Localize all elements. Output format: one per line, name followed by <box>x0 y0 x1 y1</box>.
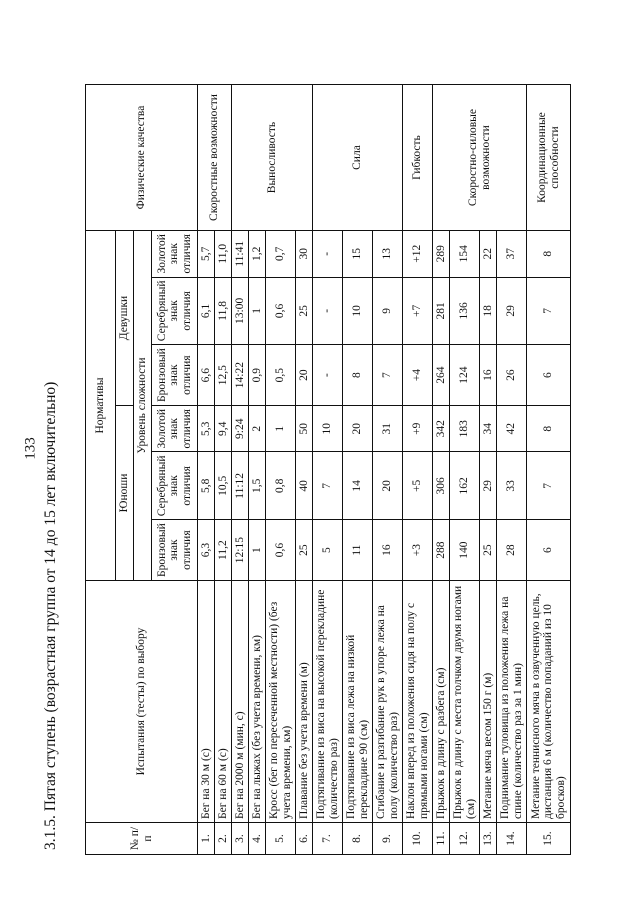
quality-cell: Координационные способности <box>527 85 571 231</box>
value-cell: +4 <box>403 345 433 406</box>
value-cell: +12 <box>403 231 433 277</box>
value-cell: 10 <box>343 277 373 345</box>
value-cell: 31 <box>373 406 403 452</box>
table-row <box>313 85 343 855</box>
value-cell: 34 <box>480 406 497 452</box>
value-cell: 11,0 <box>215 231 232 277</box>
row-test: Поднимание туловища из положения лежа на спине (количество раз за 1 мин) <box>497 581 527 823</box>
header-badge: Золотой знак отличия <box>152 231 198 277</box>
value-cell: 6,1 <box>198 277 215 345</box>
header-girls: Девушки <box>116 231 134 406</box>
table-row <box>403 85 433 855</box>
value-cell: 5,8 <box>198 452 215 520</box>
value-cell: 40 <box>296 452 313 520</box>
table-row <box>527 85 571 855</box>
value-cell: 15 <box>343 231 373 277</box>
row-test: Бег на 2000 м (мин, с) <box>232 581 249 823</box>
row-num: 10. <box>403 823 433 855</box>
value-cell: 30 <box>296 231 313 277</box>
header-normatives: Нормативы <box>86 231 116 581</box>
table-row <box>198 85 215 855</box>
value-cell: 6 <box>527 520 571 581</box>
row-num: 1. <box>198 823 215 855</box>
row-num: 7. <box>313 823 343 855</box>
value-cell: 33 <box>497 452 527 520</box>
value-cell: 7 <box>373 345 403 406</box>
value-cell: 25 <box>296 277 313 345</box>
row-num: 13. <box>480 823 497 855</box>
header-quality: Физические качества <box>86 85 198 231</box>
value-cell: 154 <box>450 231 480 277</box>
row-num: 11. <box>433 823 450 855</box>
row-test: Плавание без учета времени (м) <box>296 581 313 823</box>
table-row <box>433 85 450 855</box>
quality-cell: Скоростно-силовые возможности <box>433 85 527 231</box>
value-cell: 37 <box>497 231 527 277</box>
value-cell: 140 <box>450 520 480 581</box>
value-cell: 16 <box>373 520 403 581</box>
value-cell: 162 <box>450 452 480 520</box>
row-num: 14. <box>497 823 527 855</box>
header-level: Уровень сложности <box>134 231 152 581</box>
value-cell: 5,3 <box>198 406 215 452</box>
row-test: Метание мяча весом 150 г (м) <box>480 581 497 823</box>
value-cell: 26 <box>497 345 527 406</box>
row-num: 5. <box>266 823 296 855</box>
value-cell: 20 <box>373 452 403 520</box>
value-cell: 11 <box>343 520 373 581</box>
value-cell: 14:22 <box>232 345 249 406</box>
value-cell: 8 <box>527 406 571 452</box>
header-badge: Бронзовый знак отличия <box>152 345 198 406</box>
value-cell: 6,6 <box>198 345 215 406</box>
value-cell: 0,6 <box>266 520 296 581</box>
value-cell: 7 <box>527 277 571 345</box>
value-cell: 5,7 <box>198 231 215 277</box>
value-cell: 124 <box>450 345 480 406</box>
value-cell: 1 <box>249 520 266 581</box>
row-num: 3. <box>232 823 249 855</box>
value-cell: 9,4 <box>215 406 232 452</box>
value-cell: 28 <box>497 520 527 581</box>
value-cell: 264 <box>433 345 450 406</box>
quality-cell: Выносливость <box>232 85 313 231</box>
value-cell: 12,5 <box>215 345 232 406</box>
value-cell: 6,3 <box>198 520 215 581</box>
row-test: Бег на 30 м (с) <box>198 581 215 823</box>
row-test: Бег на лыжах (без учета времени, км) <box>249 581 266 823</box>
value-cell: 20 <box>343 406 373 452</box>
row-test: Прыжок в длину с места толчком двумя ногами (см) <box>450 581 480 823</box>
value-cell: 0,5 <box>266 345 296 406</box>
header-badge: Серебряный знак отличия <box>152 452 198 520</box>
value-cell: 281 <box>433 277 450 345</box>
value-cell: 11,8 <box>215 277 232 345</box>
value-cell: 183 <box>450 406 480 452</box>
value-cell: 13:00 <box>232 277 249 345</box>
row-num: 12. <box>450 823 480 855</box>
value-cell: 10 <box>313 406 343 452</box>
header-num: № п/п <box>86 823 198 855</box>
quality-cell: Сила <box>313 85 403 231</box>
value-cell: +5 <box>403 452 433 520</box>
value-cell: 11:41 <box>232 231 249 277</box>
header-boys: Юноши <box>116 406 134 581</box>
value-cell: 1 <box>266 406 296 452</box>
row-test: Подтягивание из виса на высокой перекладине (количество раз) <box>313 581 343 823</box>
value-cell: 20 <box>296 345 313 406</box>
row-num: 6. <box>296 823 313 855</box>
row-test: Подтягивание из виса лежа на низкой перекладине 90 (см) <box>343 581 373 823</box>
row-num: 8. <box>343 823 373 855</box>
row-test: Прыжок в длину с разбега (см) <box>433 581 450 823</box>
table-row <box>232 85 249 855</box>
value-cell: 29 <box>497 277 527 345</box>
header-badge: Золотой знак отличия <box>152 406 198 452</box>
value-cell: 13 <box>373 231 403 277</box>
value-cell: 0,9 <box>249 345 266 406</box>
value-cell: 9 <box>373 277 403 345</box>
value-cell: 5 <box>313 520 343 581</box>
quality-cell: Скоростные возможности <box>198 85 232 231</box>
value-cell: 29 <box>480 452 497 520</box>
value-cell: 1,2 <box>249 231 266 277</box>
value-cell: 50 <box>296 406 313 452</box>
row-num: 9. <box>373 823 403 855</box>
value-cell: 288 <box>433 520 450 581</box>
value-cell: 42 <box>497 406 527 452</box>
value-cell: 306 <box>433 452 450 520</box>
value-cell: +9 <box>403 406 433 452</box>
value-cell: 6 <box>527 345 571 406</box>
value-cell: 2 <box>249 406 266 452</box>
normatives-table <box>85 84 571 855</box>
value-cell: 289 <box>433 231 450 277</box>
section-title: 3.1.5. Пятая ступень (возрастная группа от 14 до 15 лет включительно) <box>42 381 59 850</box>
row-test: Метание теннисного мяча в озвученную цель, дистанция 6 м (количество попаданий из 10 бросков) <box>527 581 571 823</box>
quality-cell: Гибкость <box>403 85 433 231</box>
value-cell: 0,8 <box>266 452 296 520</box>
value-cell: 7 <box>313 452 343 520</box>
value-cell: +3 <box>403 520 433 581</box>
value-cell: 136 <box>450 277 480 345</box>
header-test: Испытания (тесты) по выбору <box>86 581 198 823</box>
value-cell: 25 <box>296 520 313 581</box>
value-cell: 8 <box>343 345 373 406</box>
value-cell: 1,5 <box>249 452 266 520</box>
page-number: 133 <box>22 437 39 460</box>
value-cell: 342 <box>433 406 450 452</box>
value-cell: 10,5 <box>215 452 232 520</box>
value-cell: 16 <box>480 345 497 406</box>
value-cell: +7 <box>403 277 433 345</box>
value-cell: 18 <box>480 277 497 345</box>
value-cell: 8 <box>527 231 571 277</box>
value-cell: - <box>313 231 343 277</box>
value-cell: 0,6 <box>266 277 296 345</box>
value-cell: - <box>313 277 343 345</box>
row-test: Бег на 60 м (с) <box>215 581 232 823</box>
row-num: 15. <box>527 823 571 855</box>
value-cell: 7 <box>527 452 571 520</box>
value-cell: 11,2 <box>215 520 232 581</box>
row-test: Сгибание и разгибание рук в упоре лежа на полу (количество раз) <box>373 581 403 823</box>
row-num: 4. <box>249 823 266 855</box>
header-badge: Серебряный знак отличия <box>152 277 198 345</box>
value-cell: 0,7 <box>266 231 296 277</box>
value-cell: - <box>313 345 343 406</box>
header-badge: Бронзовый знак отличия <box>152 520 198 581</box>
row-test: Кросс (бег по пересеченной местности) (без учета времени, км) <box>266 581 296 823</box>
row-num: 2. <box>215 823 232 855</box>
row-test: Наклон вперед из положения сидя на полу с прямыми ногами (см) <box>403 581 433 823</box>
value-cell: 25 <box>480 520 497 581</box>
value-cell: 22 <box>480 231 497 277</box>
value-cell: 1 <box>249 277 266 345</box>
value-cell: 11:12 <box>232 452 249 520</box>
value-cell: 12:15 <box>232 520 249 581</box>
value-cell: 14 <box>343 452 373 520</box>
value-cell: 9:24 <box>232 406 249 452</box>
